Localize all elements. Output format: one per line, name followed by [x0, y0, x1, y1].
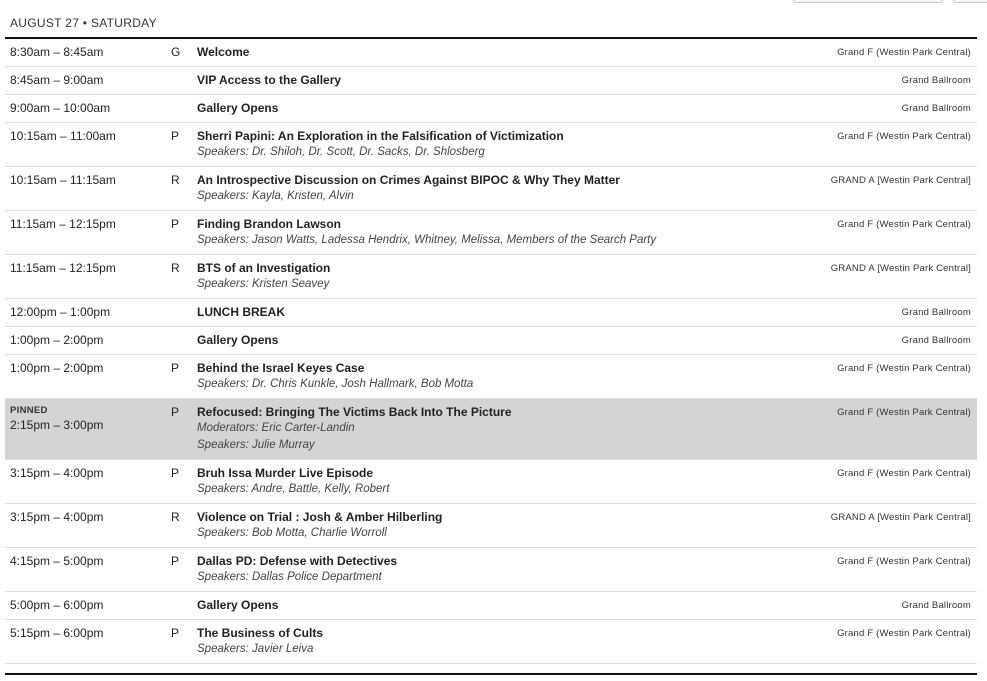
- event-title[interactable]: An Introspective Discussion on Crimes Against BIPOC & Why They Matter: [197, 173, 620, 187]
- event-room: Grand F (Westin Park Central): [837, 628, 971, 639]
- event-time-cell: [10, 598, 103, 612]
- event-time-cell: [10, 333, 103, 347]
- schedule-row[interactable]: [5, 95, 977, 123]
- footer-divider: [5, 673, 977, 675]
- event-track: R: [171, 510, 180, 524]
- event-time-cell: [10, 361, 103, 375]
- event-room: Grand F (Westin Park Central): [837, 131, 971, 142]
- event-track: P: [171, 129, 180, 143]
- event-time: 1:00pm – 2:00pm: [10, 333, 104, 347]
- event-details: [197, 404, 797, 454]
- event-details: [197, 128, 797, 161]
- event-time: 11:15am – 12:15pm: [10, 217, 116, 231]
- event-title[interactable]: Dallas PD: Defense with Detectives: [197, 554, 398, 568]
- schedule-row[interactable]: [5, 548, 977, 592]
- event-track: P: [171, 466, 180, 480]
- schedule-row[interactable]: [5, 211, 977, 255]
- event-time: 5:00pm – 6:00pm: [10, 598, 104, 612]
- event-title[interactable]: Gallery Opens: [197, 101, 279, 115]
- event-details: [197, 216, 797, 249]
- event-room: Grand Ballroom: [901, 600, 971, 611]
- event-people: Speakers: Jason Watts, Ladessa Hendrix, Whitney, Melissa, Members of the Search Party: [197, 234, 657, 246]
- event-time: 8:45am – 9:00am: [10, 73, 104, 87]
- event-title[interactable]: Gallery Opens: [197, 598, 279, 612]
- event-time: 1:00pm – 2:00pm: [10, 361, 104, 375]
- event-track: P: [171, 361, 180, 375]
- event-time: 5:15pm – 6:00pm: [10, 626, 104, 640]
- event-people: Speakers: Dallas Police Department: [197, 571, 382, 583]
- event-title[interactable]: BTS of an Investigation: [197, 261, 331, 275]
- event-time-cell: [10, 217, 116, 231]
- schedule-row[interactable]: [5, 39, 977, 67]
- event-details: [197, 625, 797, 658]
- event-time-cell: [10, 405, 103, 432]
- event-track: P: [171, 626, 180, 640]
- event-title[interactable]: LUNCH BREAK: [197, 305, 285, 319]
- schedule-row[interactable]: [5, 67, 977, 95]
- event-room: Grand F (Westin Park Central): [837, 407, 971, 418]
- event-time-cell: [10, 305, 110, 319]
- event-room: Grand F (Westin Park Central): [837, 363, 971, 374]
- schedule-row[interactable]: [5, 620, 977, 664]
- event-track: P: [171, 405, 180, 419]
- schedule-row[interactable]: [5, 592, 977, 620]
- event-title[interactable]: Welcome: [197, 45, 250, 59]
- event-room: Grand F (Westin Park Central): [837, 219, 971, 230]
- event-title[interactable]: Refocused: Bringing The Victims Back Into The Picture: [197, 405, 512, 419]
- day-header: AUGUST 27 • SATURDAY: [10, 16, 157, 30]
- event-time-cell: [10, 73, 103, 87]
- event-time: 10:15am – 11:15am: [10, 173, 116, 187]
- event-time-cell: [10, 173, 116, 187]
- schedule-row[interactable]: [5, 399, 977, 460]
- event-title[interactable]: Violence on Trial : Josh & Amber Hilberling: [197, 510, 443, 524]
- schedule-row[interactable]: [5, 255, 977, 299]
- event-time: 3:15pm – 4:00pm: [10, 466, 104, 480]
- event-time: 8:30am – 8:45am: [10, 45, 104, 59]
- event-track: P: [171, 217, 180, 231]
- event-title[interactable]: Behind the Israel Keyes Case: [197, 361, 365, 375]
- top-control-button[interactable]: [793, 0, 943, 3]
- event-people: Speakers: Julie Murray: [197, 439, 315, 451]
- event-details: [197, 100, 797, 116]
- event-details: [197, 553, 797, 586]
- schedule-row[interactable]: [5, 299, 977, 327]
- event-details: [197, 509, 797, 542]
- event-title[interactable]: Finding Brandon Lawson: [197, 217, 341, 231]
- event-details: [197, 72, 797, 88]
- pinned-label: PINNED: [10, 405, 48, 416]
- event-details: [197, 260, 797, 293]
- event-title[interactable]: Bruh Issa Murder Live Episode: [197, 466, 374, 480]
- event-time: 4:15pm – 5:00pm: [10, 554, 104, 568]
- event-time-cell: [10, 129, 116, 143]
- event-time-cell: [10, 626, 103, 640]
- event-details: [197, 44, 797, 60]
- event-room: Grand Ballroom: [901, 307, 971, 318]
- schedule-list: [5, 39, 977, 664]
- event-room: Grand Ballroom: [901, 103, 971, 114]
- event-room: Grand Ballroom: [901, 75, 971, 86]
- schedule-row[interactable]: [5, 504, 977, 548]
- event-track: P: [171, 554, 180, 568]
- event-time-cell: [10, 466, 103, 480]
- event-time-cell: [10, 101, 110, 115]
- event-track: G: [171, 45, 181, 59]
- schedule-row[interactable]: [5, 167, 977, 211]
- event-people: Speakers: Bob Motta, Charlie Worroll: [197, 527, 387, 539]
- event-time: 12:00pm – 1:00pm: [10, 305, 111, 319]
- schedule-row[interactable]: [5, 123, 977, 167]
- event-people: Speakers: Andre, Battle, Kelly, Robert: [197, 483, 390, 495]
- event-room: Grand Ballroom: [901, 335, 971, 346]
- event-details: [197, 597, 797, 613]
- event-time: 2:15pm – 3:00pm: [10, 418, 104, 432]
- event-people: Speakers: Dr. Chris Kunkle, Josh Hallmark, Bob Motta: [197, 378, 474, 390]
- schedule-row[interactable]: [5, 460, 977, 504]
- event-time: 10:15am – 11:00am: [10, 129, 116, 143]
- event-time: 9:00am – 10:00am: [10, 101, 111, 115]
- event-time-cell: [10, 554, 103, 568]
- schedule-row[interactable]: [5, 355, 977, 399]
- event-title[interactable]: Gallery Opens: [197, 333, 279, 347]
- event-room: GRAND A [Westin Park Central]: [830, 175, 971, 186]
- event-time: 3:15pm – 4:00pm: [10, 510, 104, 524]
- event-title[interactable]: VIP Access to the Gallery: [197, 73, 342, 87]
- event-people: Speakers: Javier Leiva: [197, 643, 314, 655]
- event-track: R: [171, 173, 180, 187]
- event-track: R: [171, 261, 180, 275]
- schedule-row[interactable]: [5, 327, 977, 355]
- event-people: Speakers: Kristen Seavey: [197, 278, 330, 290]
- top-control-button-small[interactable]: [953, 0, 987, 3]
- event-room: Grand F (Westin Park Central): [837, 556, 971, 567]
- event-details: [197, 172, 797, 205]
- event-people: Moderators: Eric Carter-Landin: [197, 422, 355, 434]
- event-time-cell: [10, 261, 116, 275]
- event-people: Speakers: Dr. Shiloh, Dr. Scott, Dr. Sacks, Dr. Shlosberg: [197, 146, 485, 158]
- event-time-cell: [10, 45, 103, 59]
- event-room: GRAND A [Westin Park Central]: [830, 512, 971, 523]
- event-room: Grand F (Westin Park Central): [837, 468, 971, 479]
- event-title[interactable]: The Business of Cults: [197, 626, 324, 640]
- event-people: Speakers: Kayla, Kristen, Alvin: [197, 190, 354, 202]
- event-time: 11:15am – 12:15pm: [10, 261, 116, 275]
- event-details: [197, 332, 797, 348]
- event-details: [197, 304, 797, 320]
- event-title[interactable]: Sherri Papini: An Exploration in the Falsification of Victimization: [197, 129, 564, 143]
- event-time-cell: [10, 510, 103, 524]
- event-room: GRAND A [Westin Park Central]: [830, 263, 971, 274]
- event-details: [197, 465, 797, 498]
- event-details: [197, 360, 797, 393]
- event-room: Grand F (Westin Park Central): [837, 47, 971, 58]
